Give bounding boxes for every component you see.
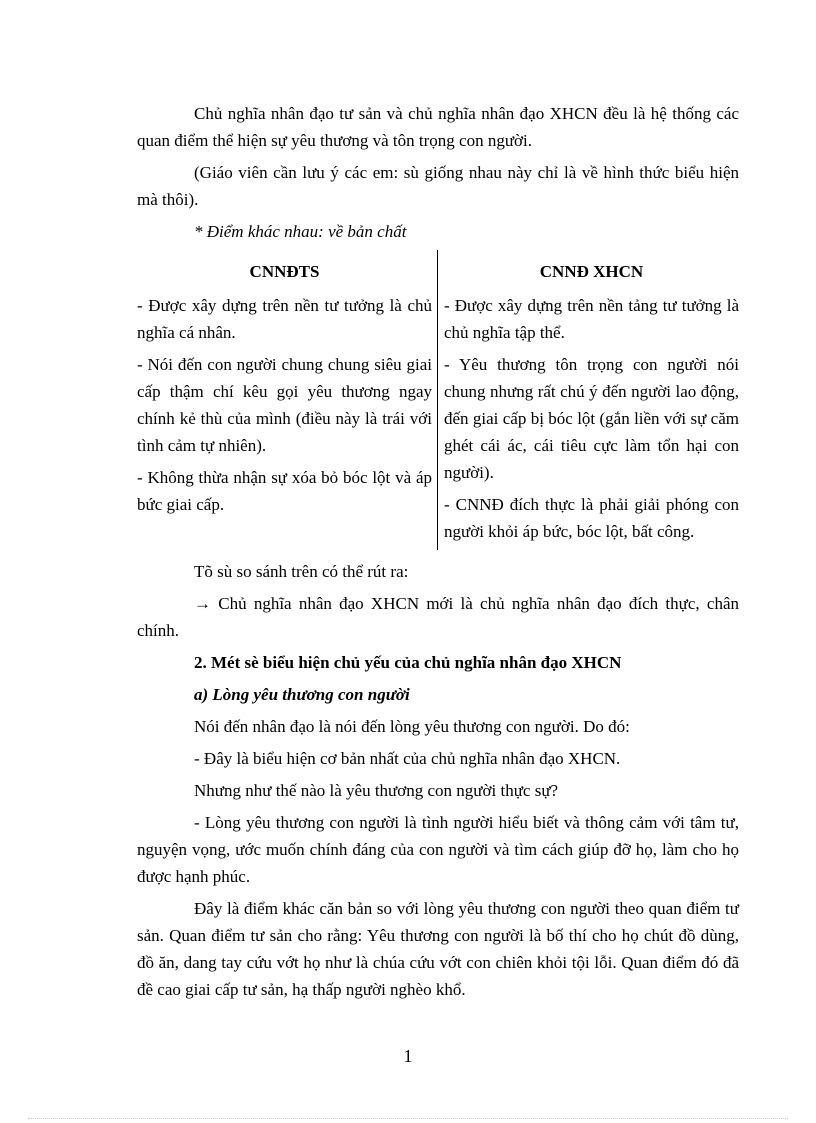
comparison-left-column bbox=[137, 250, 438, 550]
paragraph: Chủ nghĩa nhân đạo tư sản và chủ nghĩa nhân đạo XHCN đều là hệ thống các quan điểm thể hiện sự yêu thương và tôn trọng con người. bbox=[137, 104, 739, 150]
paragraph: Đây là điểm khác căn bản so với lòng yêu thương con người theo quan điểm tư sản. Quan điểm tư sản cho rằng: Yêu thương con người là bố thí cho họ chút đồ dùng, đồ ăn, dang tay cứu vớt họ như là chúa cứu vớt con chiên khỏi tội lỗi. Quan điểm đó đã đề cao giai cấp tư sản, hạ thấp người nghèo khổ. bbox=[137, 899, 739, 999]
document-body bbox=[137, 100, 739, 1008]
comparison-table bbox=[137, 250, 739, 550]
conclusion-paragraph: → Chủ nghĩa nhân đạo XHCN mới là chủ nghĩa nhân đạo đích thực, chân chính. bbox=[137, 594, 739, 640]
subsection-heading: a) Lòng yêu thương con người bbox=[194, 685, 410, 704]
paragraph: (Giáo viên cần lưu ý các em: sù giống nhau này chỉ là về hình thức biểu hiện mà thôi). bbox=[137, 163, 739, 209]
left-column-header: CNNĐTS bbox=[249, 262, 320, 281]
paragraph: Tõ sù so sánh trên có thể rút ra: bbox=[194, 562, 409, 581]
paragraph: - Lòng yêu thương con người là tình người hiểu biết và thông cảm với tâm tư, nguyện vọng, ước muốn chính đáng của con người và tìm cách giúp đỡ họ, làm cho họ được hạnh phúc. bbox=[137, 813, 739, 886]
comparison-right-column bbox=[438, 250, 739, 550]
paragraph: - Đây là biểu hiện cơ bản nhất của chủ nghĩa nhân đạo XHCN. bbox=[194, 749, 621, 768]
comparison-item: - Không thừa nhận sự xóa bỏ bóc lột và áp bức giai cấp. bbox=[137, 468, 432, 514]
paragraph: Nói đến nhân đạo là nói đến lòng yêu thương con người. Do đó: bbox=[194, 717, 630, 736]
comparison-item: - Nói đến con người chung chung siêu giai cấp thậm chí kêu gọi yêu thương ngay chính kẻ thù của mình (điều này là trái với tình cảm tự nhiên). bbox=[137, 355, 432, 455]
page-number: 1 bbox=[403, 1046, 413, 1066]
difference-heading: * Điểm khác nhau: về bản chất bbox=[194, 222, 407, 241]
section-heading: 2. Mét sè biểu hiện chủ yếu của chủ nghĩa nhân đạo XHCN bbox=[194, 653, 622, 672]
page-bottom-divider bbox=[28, 1118, 788, 1119]
paragraph: Nhưng như thế nào là yêu thương con người thực sự? bbox=[194, 781, 559, 800]
comparison-item: - Được xây dựng trên nền tảng tư tưởng là chủ nghĩa tập thể. bbox=[444, 296, 739, 342]
comparison-item: - Được xây dựng trên nền tư tưởng là chủ nghĩa cá nhân. bbox=[137, 296, 432, 342]
right-column-header: CNNĐ XHCN bbox=[539, 262, 644, 281]
comparison-item: - Yêu thương tôn trọng con người nói chung nhưng rất chú ý đến người lao động, đến giai cấp bị bóc lột (gắn liền với sự căm ghét cái ác, cái tiêu cực làm tổn hại con người). bbox=[444, 355, 739, 482]
comparison-item: - CNNĐ đích thực là phải giải phóng con người khỏi áp bức, bóc lột, bất công. bbox=[444, 495, 739, 541]
